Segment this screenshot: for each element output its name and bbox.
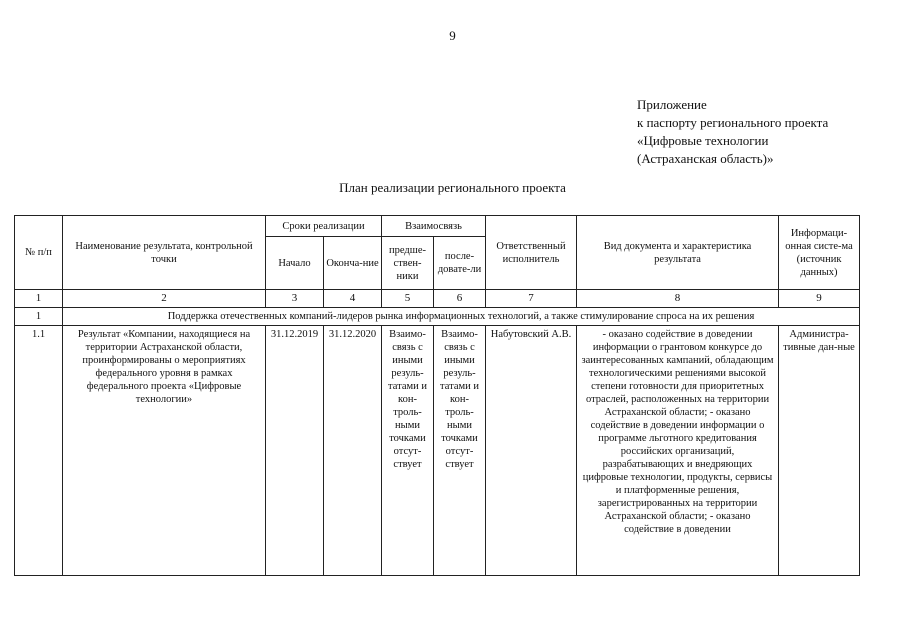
row-start-date: 31.12.2019 [266, 326, 324, 576]
column-number: 3 [266, 290, 324, 308]
header-predecessors: предше-ствен-ники [382, 237, 434, 290]
appendix-block [637, 96, 828, 168]
table-row [15, 326, 860, 576]
row-end-date: 31.12.2020 [324, 326, 382, 576]
header-successors: после-довате-ли [434, 237, 486, 290]
document-title: План реализации регионального проекта [339, 180, 566, 195]
header-timing-group: Сроки реализации [266, 216, 382, 237]
column-number: 6 [434, 290, 486, 308]
header-info-system: Информаци-онная систе-ма (источник данных) [779, 216, 860, 290]
row-predecessors: Взаимо-связь с иными резуль-татами и кон-троль-ными точками отсут-ствует [382, 326, 434, 576]
plan-table [14, 215, 860, 576]
section-row [15, 308, 860, 326]
section-num: 1 [15, 308, 63, 326]
column-number: 7 [486, 290, 577, 308]
column-number: 5 [382, 290, 434, 308]
appendix-line-2: к паспорту регионального проекта [637, 115, 829, 130]
row-successors: Взаимо-связь с иными резуль-татами и кон-троль-ными точками отсут-ствует [434, 326, 486, 576]
header-end: Оконча-ние [324, 237, 382, 290]
page-number: 9 [449, 28, 456, 43]
header-doc-type: Вид документа и характеристика результата [577, 216, 779, 290]
appendix-line-3: «Цифровые технологии [637, 133, 769, 148]
row-result-name: Результат «Компании, находящиеся на территории Астраханской области, проинформированы о мероприятиях федерального уровня в рамках федерального проекта «Цифровые технологии» [63, 326, 266, 576]
header-link-group: Взаимосвязь [382, 216, 486, 237]
header-name: Наименование результата, контрольной точки [63, 216, 266, 290]
header-start: Начало [266, 237, 324, 290]
column-number: 8 [577, 290, 779, 308]
section-title: Поддержка отечественных компаний-лидеров рынка информационных технологий, а также стимулирование спроса на их решения [63, 308, 860, 326]
appendix-line-1: Приложение [637, 97, 707, 112]
column-number: 2 [63, 290, 266, 308]
row-doc-type: - оказано содействие в доведении информации о грантовом конкурсе до заинтересованных кампаний, обладающим технологическими решениями высокой степени готовности для приоритетных отраслей, расположенных на территории Астраханской области; - оказано содействие в доведении информации о программе льготного кредитования российских организаций, разрабатывающих и внедряющих цифровые технологии, продукты, сервисы и платформенные решения, зарегистрированных на территории Астраханской области; - оказано содействие в доведении [577, 326, 779, 576]
row-info-system: Администра-тивные дан-ные [779, 326, 860, 576]
row-num: 1.1 [15, 326, 63, 576]
appendix-line-4: (Астраханская область)» [637, 151, 774, 166]
column-number: 4 [324, 290, 382, 308]
column-number: 9 [779, 290, 860, 308]
row-responsible: Набутовский А.В. [486, 326, 577, 576]
column-number-row [15, 290, 860, 308]
header-row-1 [15, 216, 860, 237]
column-number: 1 [15, 290, 63, 308]
header-responsible: Ответственный исполнитель [486, 216, 577, 290]
header-num: № п/п [15, 216, 63, 290]
